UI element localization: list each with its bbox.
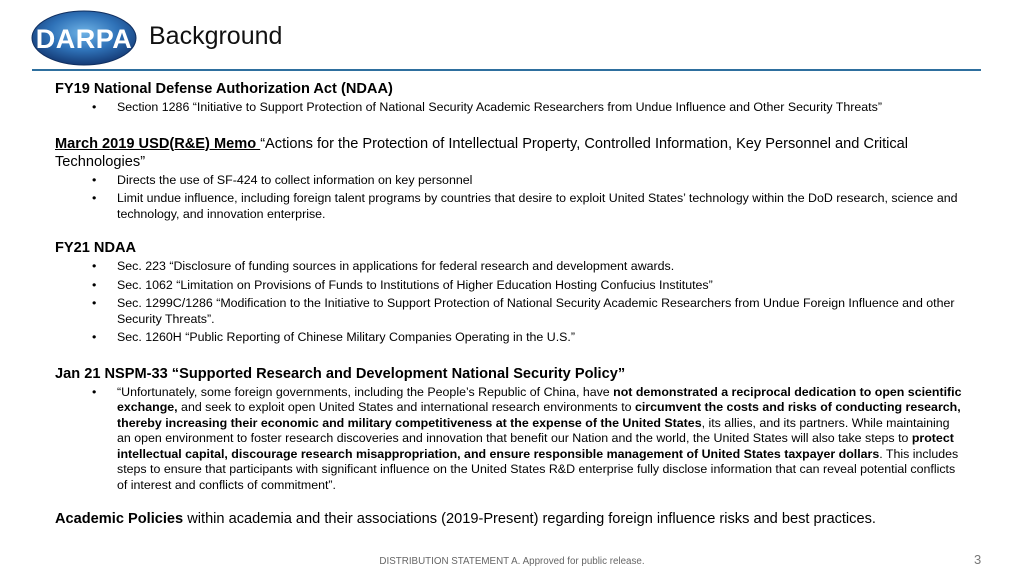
darpa-logo bbox=[31, 10, 137, 66]
logo-text: DARPA bbox=[35, 24, 133, 54]
memo-heading-bold: March 2019 USD(R&E) Memo bbox=[55, 135, 261, 152]
bullet-text: Sec. 1260H “Public Reporting of Chinese Military Companies Operating in the U.S.” bbox=[117, 330, 575, 344]
bullet-text: Sec. 1299C/1286 “Modification to the Initiative to Support Protection of National Security Academic Researchers from Undue Foreign Influence and other Security Threats”. bbox=[117, 296, 955, 326]
bullet-text: Section 1286 “Initiative to Support Protection of National Security Academic Researchers from Undue Influence and Other Security Threats” bbox=[117, 100, 882, 114]
ndaa21-heading bbox=[55, 239, 965, 257]
memo-bullets bbox=[55, 173, 965, 223]
memo-heading-rest: “Actions for the Protection of Intellectual Property, Controlled Information, Key Personnel and Critical Technologies” bbox=[55, 135, 909, 170]
quote-part: and seek to exploit open United States and international research environments to bbox=[177, 400, 635, 414]
bullet-icon: • bbox=[92, 330, 97, 344]
bullet-text: Directs the use of SF-424 to collect information on key personnel bbox=[117, 172, 473, 187]
distribution-statement: DISTRIBUTION STATEMENT A. Approved for public release. bbox=[379, 556, 645, 567]
list-item bbox=[92, 277, 965, 294]
bullet-text: Sec. 1062 “Limitation on Provisions of Funds to Institutions of Higher Education Hosting Confucius Institutes” bbox=[117, 277, 713, 292]
list-item bbox=[92, 384, 965, 494]
ndaa19-heading-text: FY19 National Defense Authorization Act (NDAA) bbox=[55, 81, 393, 97]
bullet-icon: • bbox=[92, 296, 97, 310]
memo-heading bbox=[55, 135, 965, 171]
academic-heading-bold: Academic Policies bbox=[55, 511, 184, 527]
title-divider bbox=[32, 69, 981, 71]
nspm-heading bbox=[55, 365, 965, 383]
bullet-icon: • bbox=[92, 100, 97, 114]
bullet-text: Sec. 223 “Disclosure of funding sources in applications for federal research and development awards. bbox=[117, 259, 675, 273]
bullet-text: Limit undue influence, including foreign talent programs by countries that desire to exploit United States’ technology within the DoD research, science and technology, and innovation enterprise. bbox=[117, 191, 958, 221]
list-item bbox=[92, 100, 965, 116]
bullet-icon: • bbox=[92, 172, 97, 187]
quote-bold: protect intellectual capital, discourage research misappropriation, and ensure responsible management of United States taxpayer dollars bbox=[117, 431, 954, 461]
academic-heading bbox=[55, 510, 965, 528]
ndaa21-heading-text: FY21 NDAA bbox=[55, 240, 137, 256]
ndaa19-bullets bbox=[55, 100, 965, 116]
academic-heading-rest: within academia and their associations (2019-Present) regarding foreign influence risks and best practices. bbox=[183, 511, 876, 527]
slide-content bbox=[55, 80, 965, 528]
page-title: Background bbox=[149, 22, 283, 50]
list-item bbox=[92, 191, 965, 222]
bullet-icon: • bbox=[92, 384, 97, 399]
ndaa21-bullets bbox=[55, 259, 965, 346]
list-item bbox=[92, 259, 965, 275]
bullet-icon: • bbox=[92, 259, 97, 273]
list-item bbox=[92, 330, 965, 346]
ndaa19-heading bbox=[55, 80, 965, 98]
list-item bbox=[92, 296, 965, 327]
list-item bbox=[92, 172, 965, 189]
quote-part: “Unfortunately, some foreign governments, including the People’s Republic of China, have bbox=[117, 384, 614, 399]
nspm-bullets bbox=[55, 385, 965, 494]
bullet-icon: • bbox=[92, 277, 97, 292]
quote-bold: not demonstrated a reciprocal dedication to open scientific exchange, bbox=[117, 384, 962, 414]
bullet-icon: • bbox=[92, 191, 97, 205]
quote-part: , its allies, and its partners. While maintaining an open environment to foster research discoveries and innovation that benefit our Nation and the world, the United States will also take steps to bbox=[117, 415, 950, 445]
nspm-heading-text: Jan 21 NSPM-33 “Supported Research and Development National Security Policy” bbox=[55, 365, 626, 382]
page-number: 3 bbox=[974, 552, 982, 567]
quote-part: . This includes steps to ensure that participants with significant influence on the United States R&D enterprise fully disclose information that can reveal potential conflicts of interest and conflicts of commitment”. bbox=[117, 446, 959, 492]
quote-bold: circumvent the costs and risks of conducting research, thereby increasing their economic and military competitiveness at the expense of the United States bbox=[117, 400, 961, 430]
